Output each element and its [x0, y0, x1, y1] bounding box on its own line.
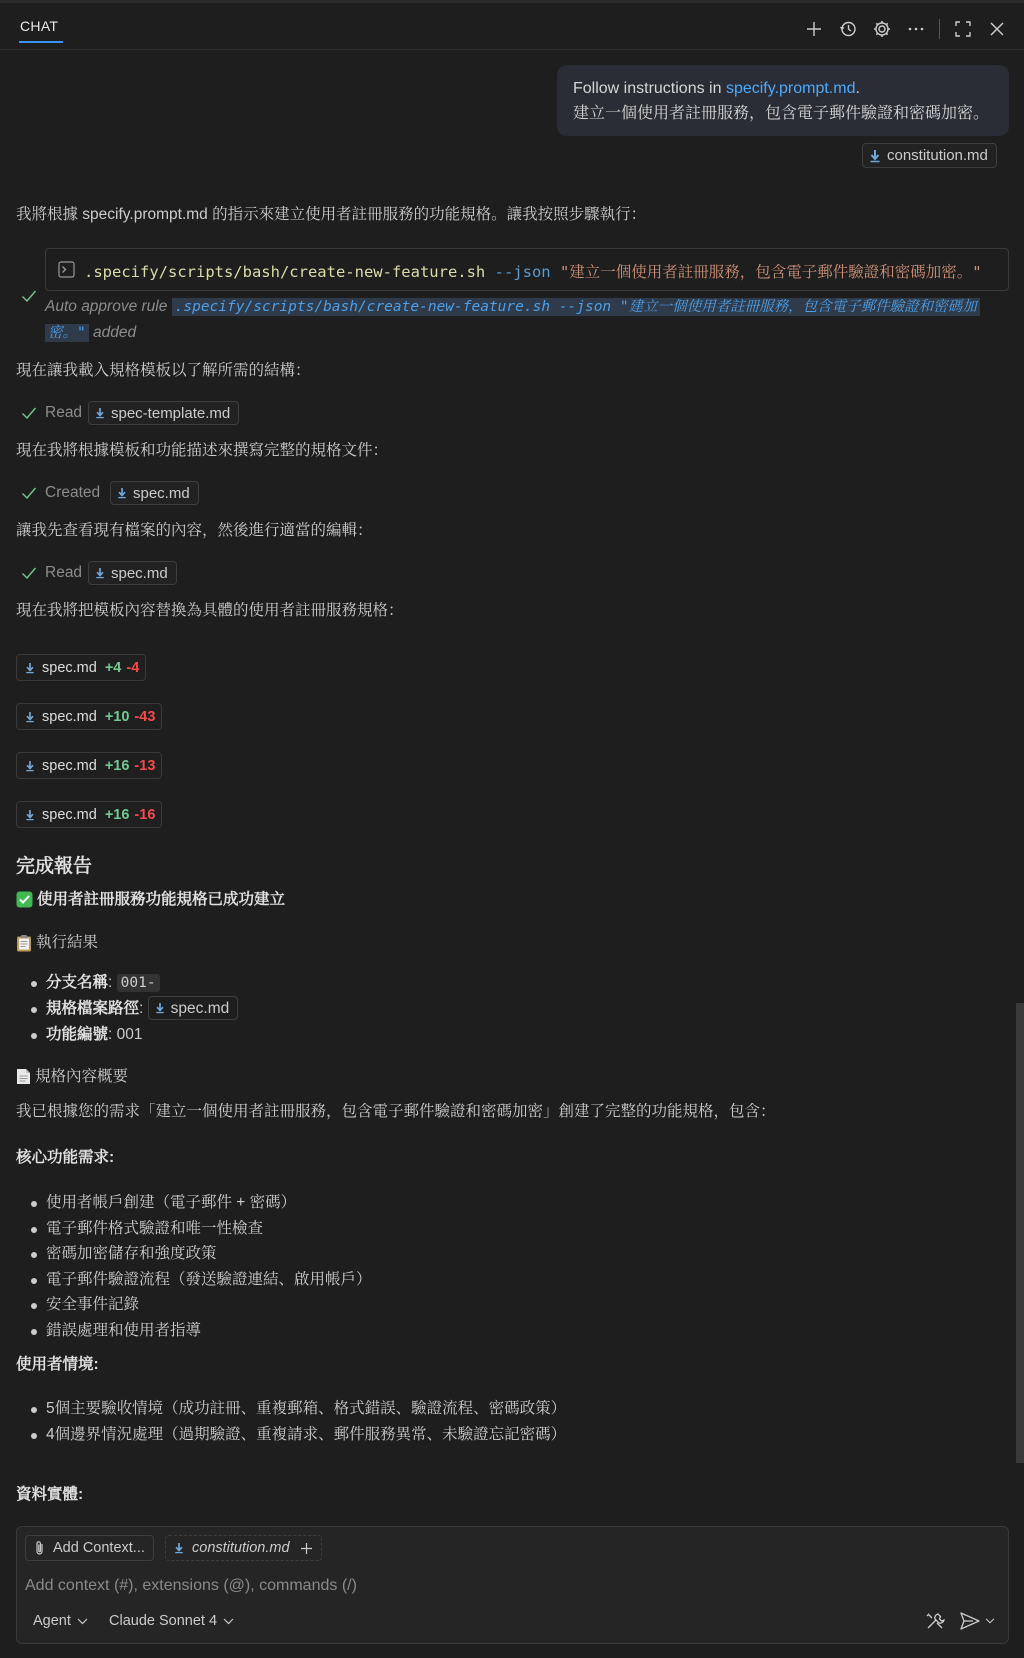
- markdown-file-icon: [25, 809, 35, 821]
- list-item: 5個主要驗收情境（成功註冊、重複郵箱、格式錯誤、驗證流程、密碼政策）: [30, 1396, 566, 1422]
- chat-transcript[interactable]: [0, 51, 1024, 1521]
- terminal-arg: "建立一個使用者註冊服務，包含電子郵件驗證和密碼加密。": [559, 263, 982, 281]
- list-item: 使用者帳戶創建（電子郵件 + 密碼）: [30, 1190, 372, 1216]
- model-label: Claude Sonnet 4: [109, 1613, 218, 1629]
- edit-chip[interactable]: [16, 801, 162, 828]
- tool-result-read-spec: [21, 564, 82, 582]
- tab-active-indicator: [19, 41, 63, 43]
- tab-chat[interactable]: CHAT: [20, 18, 59, 34]
- success-line: [16, 887, 285, 909]
- list-item: 4個邊界情況處理（過期驗證、重複請求、郵件服務異常、未驗證忘記密碼）: [30, 1422, 566, 1448]
- markdown-file-icon: [95, 407, 105, 419]
- exec-list: [30, 970, 238, 1047]
- check-icon: [21, 406, 37, 420]
- terminal-command: [84, 260, 982, 282]
- tool-action: Read: [45, 404, 83, 421]
- list-item: 錯誤處理和使用者指導: [30, 1318, 372, 1344]
- clipboard-icon: [16, 934, 32, 952]
- document-icon: [16, 1068, 31, 1085]
- add-context-label: Add Context...: [53, 1540, 145, 1556]
- plus-icon[interactable]: [797, 15, 831, 43]
- number-label: 功能編號: [46, 1025, 109, 1043]
- terminal-icon: [58, 261, 75, 283]
- scrollbar[interactable]: [1016, 1003, 1024, 1463]
- report-heading: 完成報告: [16, 856, 93, 877]
- terminal-flag: --json: [494, 263, 551, 281]
- path-label: 規格檔案路徑: [46, 999, 140, 1017]
- response-intro: 我將根據 specify.prompt.md 的指示來建立使用者註冊服務的功能規格。讓我按照步驟執行：: [16, 206, 647, 223]
- number-value: : 001: [108, 1025, 143, 1043]
- mode-selector[interactable]: [33, 1613, 88, 1629]
- lines-removed: -13: [134, 757, 156, 774]
- lines-removed: -4: [126, 659, 140, 676]
- header-toolbar: [797, 15, 1014, 43]
- entity-heading: 資料實體:: [16, 1486, 84, 1503]
- markdown-file-icon: [25, 711, 35, 723]
- chat-input[interactable]: [16, 1526, 1009, 1644]
- list-item: 安全事件記錄: [30, 1292, 372, 1318]
- success-text: 使用者註冊服務功能規格已成功建立: [37, 891, 286, 908]
- user-message: [557, 65, 1009, 136]
- mode-label: Agent: [33, 1613, 71, 1629]
- step1-text: 現在讓我載入規格模板以了解所需的結構：: [16, 362, 311, 379]
- file-name: spec.md: [111, 564, 168, 582]
- add-context-button[interactable]: [25, 1535, 154, 1561]
- list-item: 電子郵件格式驗證和唯一性檢查: [30, 1216, 372, 1242]
- tool-action: Read: [45, 564, 83, 581]
- toolbar-separator: [939, 19, 940, 39]
- lines-added: +16: [104, 806, 130, 823]
- file-name: spec.md: [133, 484, 190, 502]
- markdown-file-icon: [25, 662, 35, 674]
- file-chip-spec-created[interactable]: [110, 481, 199, 505]
- step4-text: 現在我將把模板內容替換為具體的使用者註冊服務規格：: [16, 602, 404, 619]
- scenario-list: [30, 1396, 566, 1447]
- step3-text: 讓我先查看現有檔案的內容，然後進行適當的編輯：: [16, 522, 373, 539]
- list-item: 規格檔案路徑: spec.md: [30, 996, 238, 1022]
- list-item: 分支名稱: 001-: [30, 970, 238, 996]
- spec-file-chip[interactable]: [148, 996, 239, 1020]
- markdown-file-icon: [155, 1002, 165, 1014]
- markdown-file-icon: [95, 567, 105, 579]
- user-message-prefix: Follow instructions in: [573, 80, 726, 97]
- chevron-down-icon[interactable]: [985, 1618, 995, 1624]
- markdown-file-icon: [869, 149, 881, 163]
- scenario-heading: 使用者情境:: [16, 1356, 99, 1373]
- tool-result-created: [21, 484, 100, 502]
- lines-removed: -43: [134, 708, 156, 725]
- history-icon[interactable]: [831, 15, 865, 43]
- auto-approve-code: .specify/scripts/bash/create-new-feature.sh --json "建立一個使用者註冊服務，包含電子郵件驗證和密碼加: [172, 298, 980, 316]
- lines-added: +16: [104, 757, 130, 774]
- edit-file: spec.md: [42, 708, 97, 725]
- summary-heading: [16, 1064, 128, 1086]
- attached-file-name: constitution.md: [192, 1540, 290, 1556]
- check-mark-icon: [16, 891, 33, 908]
- attachment-name: constitution.md: [887, 147, 988, 164]
- edit-chip[interactable]: [16, 703, 162, 730]
- core-heading: 核心功能需求:: [16, 1149, 115, 1166]
- markdown-file-icon: [117, 487, 127, 499]
- terminal-command-block[interactable]: [45, 248, 1009, 291]
- summary-text: 我已根據您的需求「建立一個使用者註冊服務，包含電子郵件驗證和密碼加密」創建了完整的功能規格，包含：: [16, 1103, 776, 1120]
- prompt-file-link[interactable]: specify.prompt.md: [725, 80, 856, 97]
- exec-heading: [16, 930, 98, 952]
- markdown-file-icon: [25, 760, 35, 772]
- plus-icon[interactable]: [300, 1542, 313, 1555]
- branch-value: 001-: [117, 974, 160, 992]
- auto-approve-code-cont: 密。": [45, 324, 89, 342]
- close-icon[interactable]: [980, 15, 1014, 43]
- lines-removed: -16: [134, 806, 156, 823]
- maximize-icon[interactable]: [946, 15, 980, 43]
- file-chip-spec-template[interactable]: [88, 401, 239, 425]
- chevron-down-icon: [77, 1618, 88, 1625]
- auto-approve-prefix: Auto approve rule: [45, 298, 172, 315]
- attachment-chip[interactable]: [862, 143, 997, 168]
- attached-context-chip[interactable]: [165, 1535, 322, 1561]
- step2-text: 現在我將根據模板和功能描述來撰寫完整的規格文件：: [16, 442, 389, 459]
- summary-title: 規格內容概要: [35, 1068, 129, 1085]
- gear-icon[interactable]: [865, 15, 899, 43]
- edit-chip[interactable]: [16, 752, 162, 779]
- edit-file: spec.md: [42, 659, 97, 676]
- check-icon: [21, 566, 37, 580]
- input-placeholder[interactable]: Add context (#), extensions (@), commands (/): [25, 1577, 357, 1594]
- paperclip-icon: [34, 1540, 45, 1556]
- chevron-down-icon: [223, 1618, 234, 1625]
- file-chip-spec-read[interactable]: [88, 561, 177, 585]
- auto-approve-suffix: added: [88, 324, 137, 341]
- markdown-file-icon: [174, 1542, 184, 1554]
- file-name: spec.md: [170, 999, 230, 1017]
- more-icon[interactable]: [899, 15, 933, 43]
- model-selector[interactable]: [109, 1613, 234, 1629]
- edit-file: spec.md: [42, 757, 97, 774]
- tool-action: Created: [45, 484, 101, 501]
- list-item: [30, 1022, 238, 1048]
- terminal-script: .specify/scripts/bash/create-new-feature.sh: [84, 263, 486, 281]
- check-icon: [21, 486, 37, 500]
- edit-file: spec.md: [42, 806, 97, 823]
- lines-added: +10: [104, 708, 130, 725]
- input-toolbar: [17, 1613, 1008, 1639]
- exec-title: 執行結果: [36, 934, 99, 951]
- auto-approve-note: [45, 294, 1005, 346]
- user-message-request: 建立一個使用者註冊服務，包含電子郵件驗證和密碼加密。: [573, 105, 990, 122]
- lines-added: +4: [104, 659, 122, 676]
- file-name: spec-template.md: [111, 404, 231, 422]
- tools-icon[interactable]: [925, 1611, 945, 1631]
- edit-chip[interactable]: [16, 654, 146, 681]
- send-button[interactable]: [959, 1611, 995, 1631]
- send-icon: [959, 1611, 981, 1631]
- branch-label: 分支名稱: [46, 974, 109, 991]
- list-item: 電子郵件驗證流程（發送驗證連結、啟用帳戶）: [30, 1267, 372, 1293]
- chat-header: [0, 0, 1024, 50]
- check-icon: [21, 289, 37, 308]
- tool-result-read-template: [21, 404, 82, 422]
- list-item: 密碼加密儲存和強度政策: [30, 1241, 372, 1267]
- core-list: [30, 1190, 372, 1343]
- user-message-suffix: .: [855, 80, 860, 97]
